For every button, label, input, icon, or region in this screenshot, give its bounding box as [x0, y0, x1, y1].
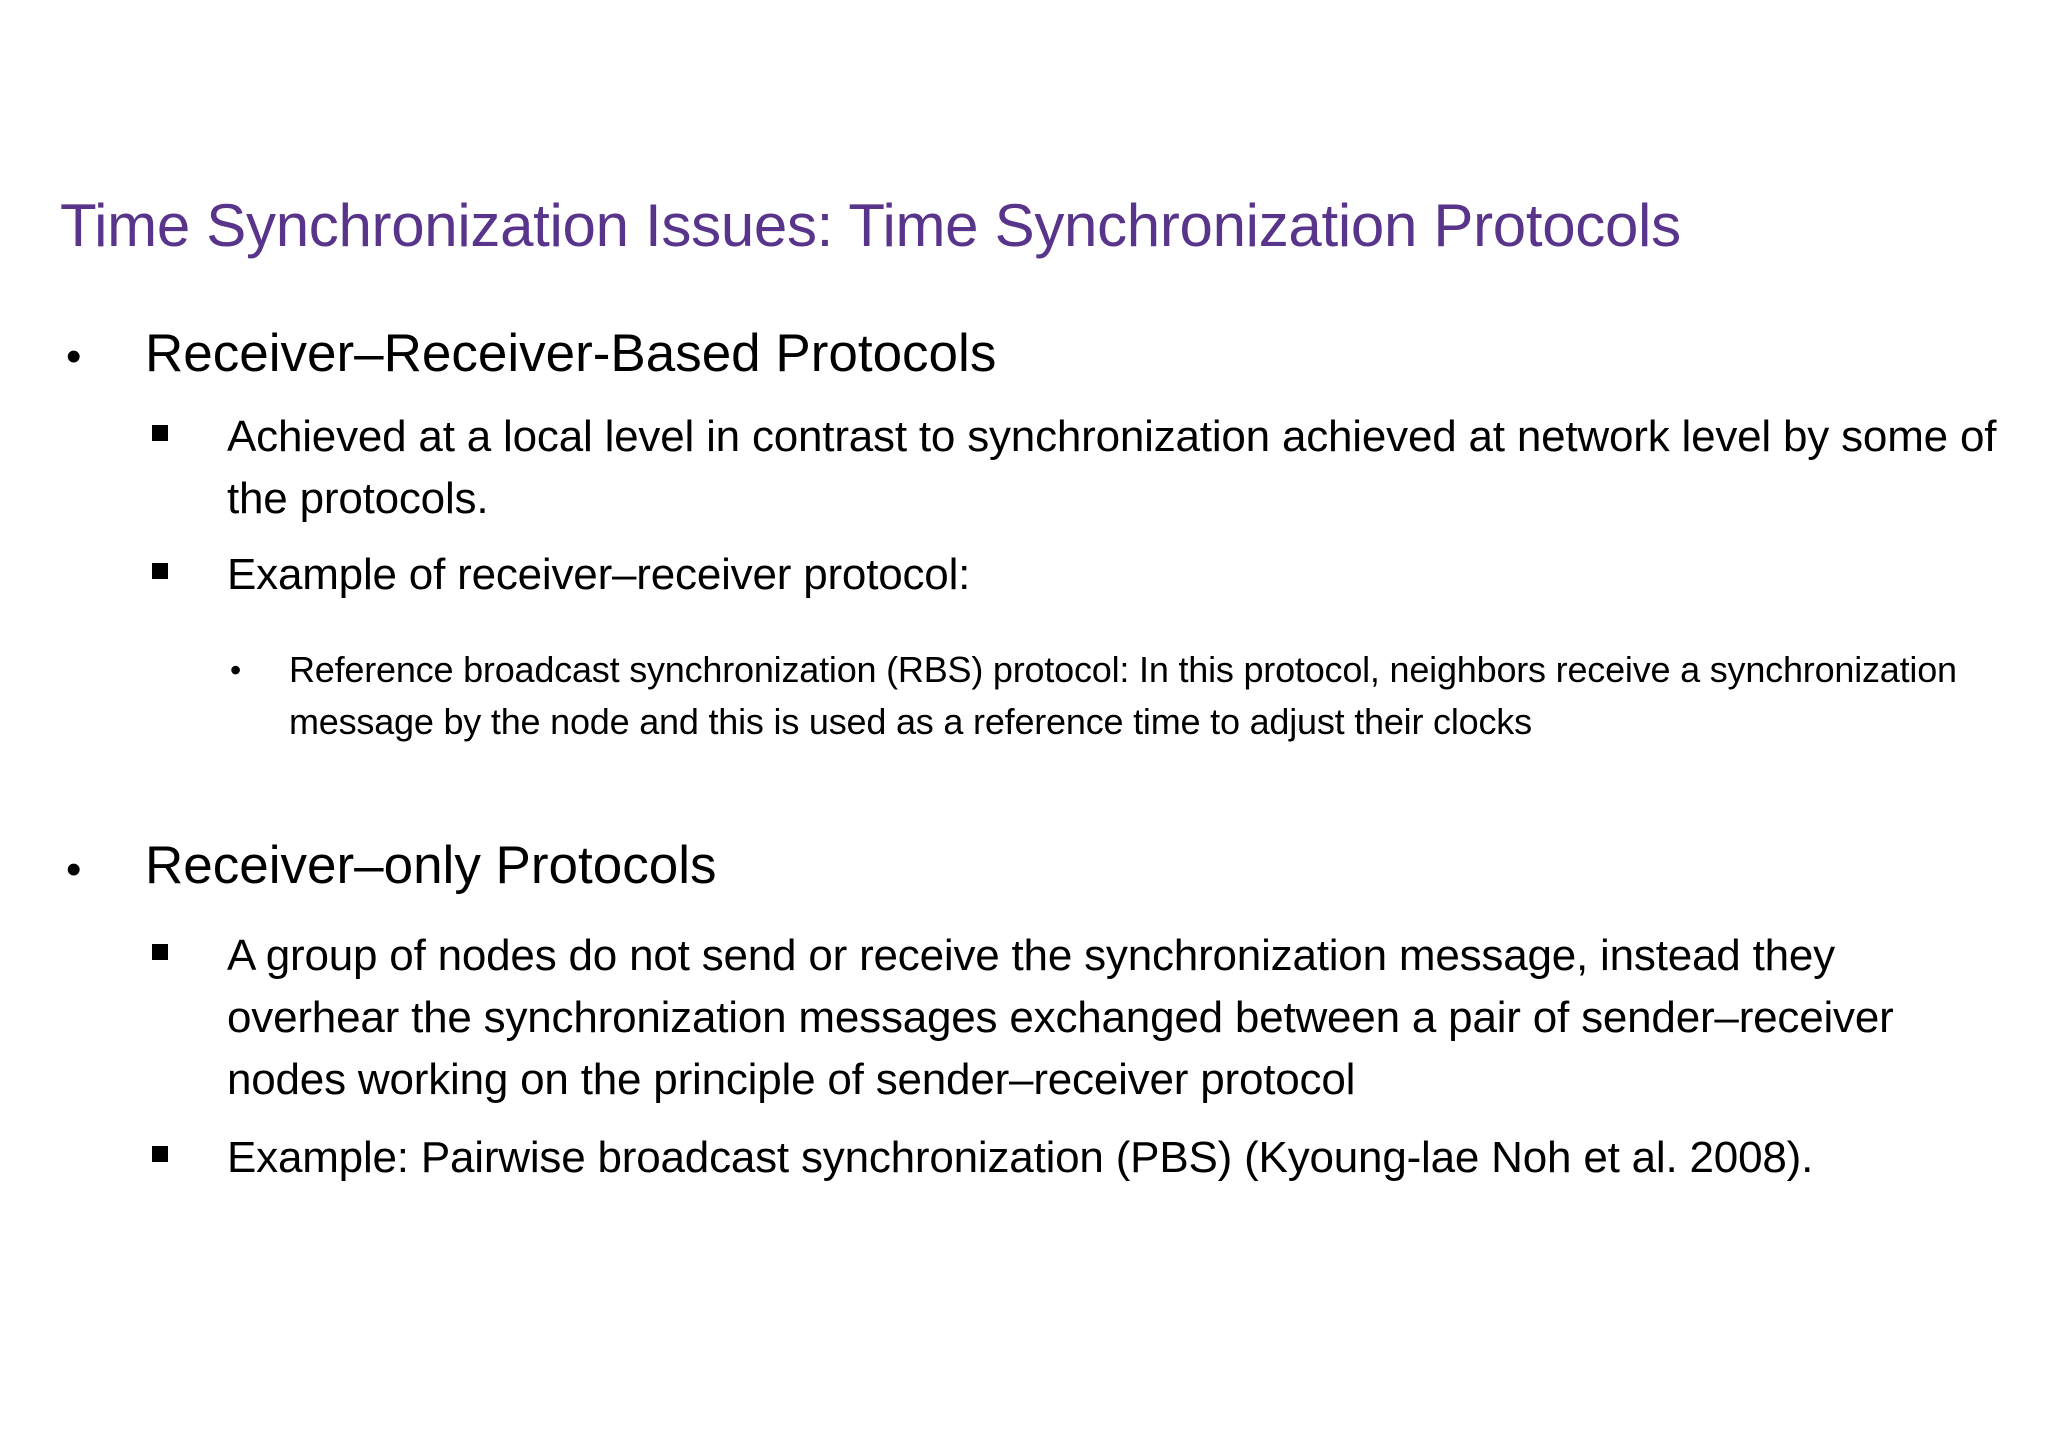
section-heading: Receiver–only Protocols [145, 836, 717, 895]
bullet-dot-icon: • [66, 332, 82, 381]
list-item: Achieved at a local level in contrast to synchronization achieved at network level by some of the protocols. [227, 412, 1997, 523]
square-bullet-icon [152, 563, 168, 579]
bullet-dot-icon: • [66, 845, 82, 894]
list-item: Example: Pairwise broadcast synchronization (PBS) (Kyoung-lae Noh et al. 2008). [227, 1133, 1814, 1182]
sub-list-item: Reference broadcast synchronization (RBS) protocol: In this protocol, neighbors receive a synchronization message by the node and this is used as a reference time to adjust their clocks [289, 649, 1957, 742]
list-item: Example of receiver–receiver protocol: [227, 550, 971, 599]
square-bullet-icon [152, 1146, 168, 1162]
slide-title: Time Synchronization Issues: Time Synchronization Protocols [60, 192, 1681, 259]
section-heading: Receiver–Receiver-Based Protocols [145, 324, 997, 383]
square-bullet-icon [152, 425, 168, 441]
list-item: A group of nodes do not send or receive the synchronization message, instead they overhear the synchronization messages exchanged between a pair of sender–receiver nodes working on the principle of sender–receiver protocol [227, 931, 1894, 1104]
square-bullet-icon [152, 944, 168, 960]
bullet-dot-icon: • [230, 652, 242, 688]
